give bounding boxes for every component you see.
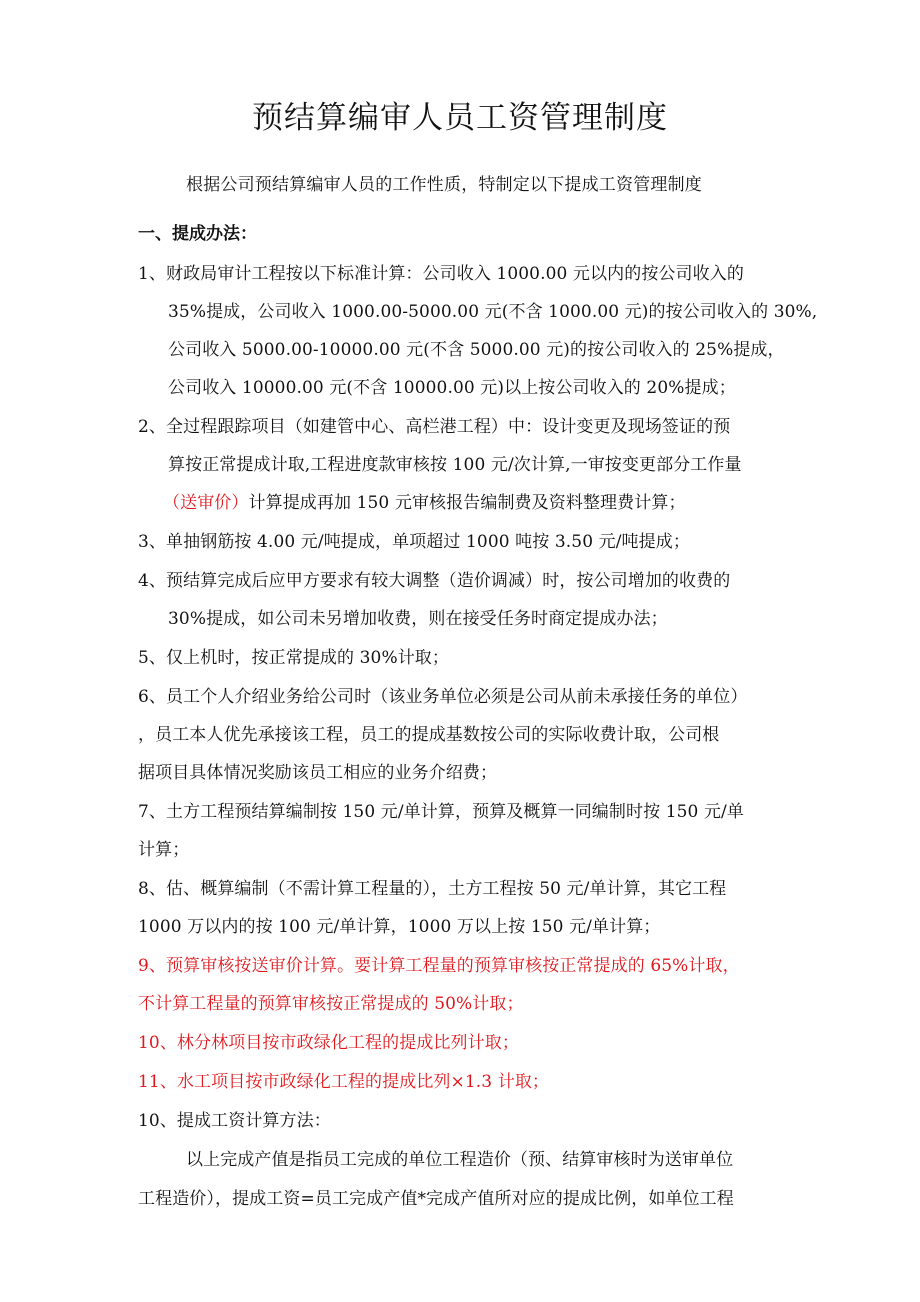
item-9-line-1: 9、预算审核按送审价计算。要计算工程量的预算审核按正常提成的 65%计取， bbox=[138, 956, 740, 976]
item-10-calc-method-heading: 10、提成工资计算方法： bbox=[138, 1111, 331, 1131]
item-6-line-3: 据项目具体情况奖励该员工相应的业务介绍费； bbox=[138, 763, 498, 783]
item-1-line-2: 35%提成，公司收入 1000.00-5000.00 元(不含 1000.00 元)的按公司收入的 30%, bbox=[168, 302, 818, 322]
item-4-line-1: 4、预结算完成后应甲方要求有较大调整（造价调减）时，按公司增加的收费的 bbox=[138, 571, 731, 591]
item-6-line-1: 6、员工个人介绍业务给公司时（该业务单位必须是公司从前未承接任务的单位） bbox=[138, 687, 748, 707]
item-2-line-2: 算按正常提成计取,工程进度款审核按 100 元/次计算,一审按变更部分工作量 bbox=[168, 455, 742, 475]
closing-paragraph-line-2: 工程造价），提成工资=员工完成产值*完成产值所对应的提成比例，如单位工程 bbox=[138, 1189, 734, 1209]
intro-paragraph: 根据公司预结算编审人员的工作性质，特制定以下提成工资管理制度 bbox=[186, 175, 702, 195]
section-heading-commission-method: 一、提成办法： bbox=[138, 224, 257, 244]
document-title: 预结算编审人员工资管理制度 bbox=[252, 100, 668, 136]
item-6-line-2: ，员工本人优先承接该工程，员工的提成基数按公司的实际收费计取，公司根 bbox=[138, 725, 720, 745]
item-2-line-1: 2、全过程跟踪项目（如建管中心、高栏港工程）中：设计变更及现场签证的预 bbox=[138, 417, 731, 437]
item-1-line-4: 公司收入 10000.00 元(不含 10000.00 元)以上按公司收入的 20%提成； bbox=[168, 378, 736, 398]
submitted-price-note: （送审价） bbox=[163, 493, 249, 513]
item-2-line-3 bbox=[163, 488, 686, 513]
closing-paragraph-line-1: 以上完成产值是指员工完成的单位工程造价（预、结算审核时为送审单位 bbox=[186, 1150, 734, 1170]
item-2-line-3-rest: 计算提成再加 150 元审核报告编制费及资料整理费计算； bbox=[248, 493, 686, 513]
item-11-hydraulic-line: 11、水工项目按市政绿化工程的提成比列×1.3 计取； bbox=[138, 1072, 550, 1092]
item-8-line-2: 1000 万以内的按 100 元/单计算，1000 万以上按 150 元/单计算； bbox=[138, 917, 661, 937]
item-7-line-1: 7、土方工程预结算编制按 150 元/单计算，预算及概算一同编制时按 150 元/单 bbox=[138, 802, 744, 822]
item-1-line-1: 1、财政局审计工程按以下标准计算：公司收入 1000.00 元以内的按公司收入的 bbox=[138, 264, 744, 284]
item-3-line-1: 3、单抽钢筋按 4.00 元/吨提成，单项超过 1000 吨按 3.50 元/吨提成； bbox=[138, 532, 690, 552]
item-4-line-2: 30%提成，如公司未另增加收费，则在接受任务时商定提成办法； bbox=[168, 609, 668, 629]
item-7-line-2: 计算； bbox=[138, 840, 190, 860]
item-10-forestry-line: 10、林分林项目按市政绿化工程的提成比列计取； bbox=[138, 1033, 519, 1053]
item-9-line-2: 不计算工程量的预算审核按正常提成的 50%计取； bbox=[138, 994, 524, 1014]
item-5-line-1: 5、仅上机时，按正常提成的 30%计取； bbox=[138, 648, 450, 668]
item-1-line-3: 公司收入 5000.00-10000.00 元(不含 5000.00 元)的按公司收入的 25%提成， bbox=[168, 340, 785, 360]
item-8-line-1: 8、估、概算编制（不需计算工程量的），土方工程按 50 元/单计算，其它工程 bbox=[138, 879, 727, 899]
